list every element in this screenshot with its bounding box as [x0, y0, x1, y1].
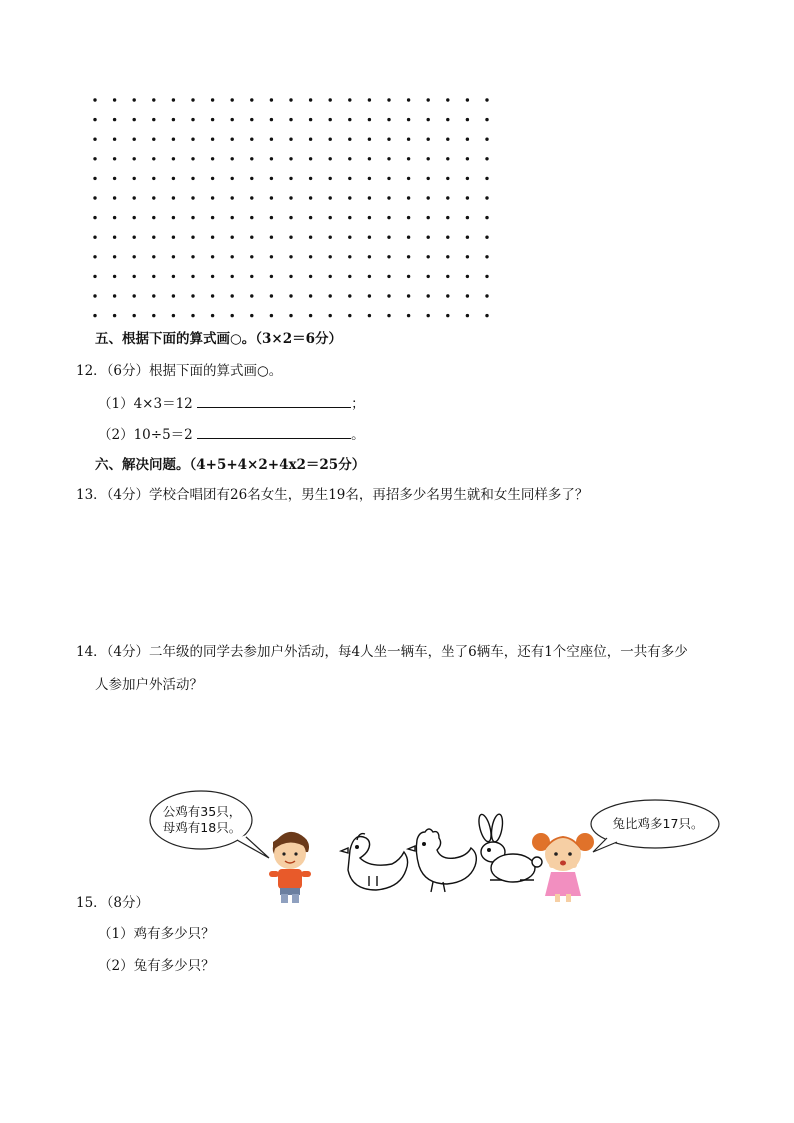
grid-dot [485, 255, 488, 258]
grid-dot [133, 236, 136, 239]
grid-dot [113, 138, 116, 141]
grid-dot [152, 118, 155, 121]
grid-dot [329, 118, 332, 121]
grid-dot [466, 157, 469, 160]
grid-dot [387, 157, 390, 160]
grid-dot [133, 314, 136, 317]
grid-dot [270, 196, 273, 199]
grid-dot [485, 294, 488, 297]
grid-dot [446, 196, 449, 199]
grid-dot [485, 157, 488, 160]
grid-dot [407, 177, 410, 180]
grid-dot [368, 98, 371, 101]
grid-dot [172, 275, 175, 278]
grid-dot [172, 157, 175, 160]
grid-dot [427, 177, 430, 180]
grid-dot [329, 294, 332, 297]
item-1-end: ； [351, 396, 365, 412]
grid-dot [309, 236, 312, 239]
grid-dot [427, 196, 430, 199]
grid-dot [191, 177, 194, 180]
grid-dot [93, 275, 96, 278]
grid-dot [485, 196, 488, 199]
grid-dot [289, 255, 292, 258]
grid-dot [250, 275, 253, 278]
grid-dot [133, 255, 136, 258]
grid-dot [172, 138, 175, 141]
grid-dot [113, 314, 116, 317]
grid-dot [152, 255, 155, 258]
grid-dot [387, 216, 390, 219]
grid-dot [427, 138, 430, 141]
grid-dot [289, 314, 292, 317]
grid-dot [368, 314, 371, 317]
grid-dot [348, 236, 351, 239]
grid-dot [368, 255, 371, 258]
grid-dot [250, 177, 253, 180]
grid-dot [133, 294, 136, 297]
section-6-heading: 六、解决问题。（4+5+4×2+4x2＝25分） [95, 457, 366, 473]
grid-dot [289, 98, 292, 101]
grid-dot [466, 118, 469, 121]
grid-dot [152, 275, 155, 278]
grid-dot [211, 255, 214, 258]
grid-dot [211, 275, 214, 278]
grid-dot [407, 275, 410, 278]
grid-dot [93, 294, 96, 297]
grid-dot [250, 216, 253, 219]
grid-dot [309, 138, 312, 141]
grid-dot [466, 216, 469, 219]
grid-dot [387, 196, 390, 199]
grid-dot [446, 236, 449, 239]
grid-dot [93, 98, 96, 101]
bubble-left-line-1: 公鸡有35只， [162, 804, 242, 819]
grid-dot [231, 118, 234, 121]
grid-dot [485, 177, 488, 180]
grid-dot [368, 236, 371, 239]
grid-dot [172, 118, 175, 121]
grid-dot [172, 294, 175, 297]
grid-dot [427, 294, 430, 297]
grid-dot [289, 294, 292, 297]
grid-dot [113, 177, 116, 180]
grid-dot [270, 275, 273, 278]
bubble-left-text [152, 804, 252, 836]
grid-dot [329, 314, 332, 317]
grid-dot [172, 98, 175, 101]
grid-dot [348, 216, 351, 219]
dot-grid [85, 90, 495, 322]
rooster-icon [408, 829, 476, 892]
rabbit-icon [477, 813, 542, 882]
bubble-left-line-2: 母鸡有18只。 [162, 820, 242, 835]
grid-dot [289, 177, 292, 180]
grid-dot [133, 118, 136, 121]
grid-dot [133, 138, 136, 141]
grid-dot [427, 216, 430, 219]
grid-dot [407, 236, 410, 239]
grid-dot [387, 177, 390, 180]
grid-dot [152, 196, 155, 199]
question-15-stem: 15．（8分） [76, 895, 150, 911]
grid-dot [309, 177, 312, 180]
bubble-right-text: 兔比鸡多17只。 [612, 816, 704, 831]
grid-dot [250, 138, 253, 141]
grid-dot [133, 275, 136, 278]
grid-dot [427, 118, 430, 121]
grid-dot [191, 196, 194, 199]
grid-dot [231, 177, 234, 180]
grid-dot [466, 314, 469, 317]
grid-dot [172, 196, 175, 199]
grid-dot [250, 98, 253, 101]
grid-dot [270, 255, 273, 258]
grid-dot [270, 294, 273, 297]
grid-dot [270, 314, 273, 317]
grid-dot [152, 236, 155, 239]
grid-dot [191, 157, 194, 160]
answer-blank-1[interactable] [197, 394, 351, 408]
grid-dot [289, 236, 292, 239]
grid-dot [348, 138, 351, 141]
grid-dot [466, 196, 469, 199]
item-2-label: （2）10÷5＝2 [98, 427, 193, 443]
grid-dot [113, 236, 116, 239]
grid-dot [387, 98, 390, 101]
grid-dot [466, 98, 469, 101]
grid-dot [387, 314, 390, 317]
grid-dot [250, 236, 253, 239]
grid-dot [309, 157, 312, 160]
grid-dot [289, 275, 292, 278]
grid-dot [231, 216, 234, 219]
grid-dot [485, 275, 488, 278]
grid-dot [427, 255, 430, 258]
grid-dot [446, 216, 449, 219]
grid-dot [485, 236, 488, 239]
grid-dot [329, 177, 332, 180]
grid-dot [407, 216, 410, 219]
grid-dot [231, 294, 234, 297]
grid-dot [211, 157, 214, 160]
grid-dot [466, 177, 469, 180]
question-14-line-2: 人参加户外活动？ [95, 677, 203, 693]
grid-dot [446, 255, 449, 258]
girl-icon [532, 833, 594, 902]
grid-dot [270, 177, 273, 180]
grid-dot [191, 275, 194, 278]
grid-dot [93, 157, 96, 160]
grid-dot [329, 157, 332, 160]
grid-dot [250, 255, 253, 258]
grid-dot [329, 98, 332, 101]
grid-dot [309, 275, 312, 278]
question-14-line-1: 14．（4分）二年级的同学去参加户外活动，每4人坐一辆车，坐了6辆车，还有1个空座位，一共有多少 [76, 644, 688, 660]
grid-dot [485, 216, 488, 219]
grid-dot [348, 255, 351, 258]
grid-dot [427, 236, 430, 239]
grid-dot [407, 294, 410, 297]
grid-dot [113, 118, 116, 121]
grid-dot [309, 255, 312, 258]
grid-dot [231, 138, 234, 141]
section-5-heading: 五、根据下面的算式画○。（3×2＝6分） [95, 331, 343, 347]
grid-dot [113, 275, 116, 278]
grid-dot [387, 275, 390, 278]
grid-dot [270, 98, 273, 101]
grid-dot [93, 236, 96, 239]
grid-dot [446, 177, 449, 180]
grid-dot [348, 275, 351, 278]
grid-dot [407, 314, 410, 317]
grid-dot [250, 157, 253, 160]
grid-dot [485, 98, 488, 101]
grid-dot [152, 98, 155, 101]
question-12-item-1 [98, 394, 365, 413]
grid-dot [309, 98, 312, 101]
grid-dot [250, 294, 253, 297]
grid-dot [466, 255, 469, 258]
grid-dot [368, 157, 371, 160]
grid-dot [368, 177, 371, 180]
grid-dot [466, 294, 469, 297]
grid-dot [270, 118, 273, 121]
grid-dot [348, 294, 351, 297]
grid-dot [113, 157, 116, 160]
grid-dot [485, 118, 488, 121]
grid-dot [309, 216, 312, 219]
grid-dot [329, 275, 332, 278]
grid-dot [93, 314, 96, 317]
grid-dot [113, 255, 116, 258]
grid-dot [231, 255, 234, 258]
grid-dot [368, 196, 371, 199]
grid-dot [329, 236, 332, 239]
item-2-end: 。 [351, 427, 365, 443]
grid-dot [446, 138, 449, 141]
grid-dot [387, 236, 390, 239]
grid-dot [485, 138, 488, 141]
grid-dot [231, 98, 234, 101]
grid-dot [270, 216, 273, 219]
grid-dot [348, 177, 351, 180]
grid-dot [407, 98, 410, 101]
grid-dot [329, 196, 332, 199]
grid-dot [172, 236, 175, 239]
grid-dot [113, 98, 116, 101]
grid-dot [446, 275, 449, 278]
question-13-text: 13．（4分）学校合唱团有26名女生，男生19名，再招多少名男生就和女生同样多了？ [76, 487, 589, 503]
grid-dot [191, 255, 194, 258]
grid-dot [133, 157, 136, 160]
grid-dot [231, 314, 234, 317]
grid-dot [387, 255, 390, 258]
chicken-icon [341, 834, 408, 890]
grid-dot [289, 196, 292, 199]
item-1-label: （1）4×3＝12 [98, 396, 193, 412]
grid-dot [152, 157, 155, 160]
grid-dot [309, 196, 312, 199]
grid-dot [485, 314, 488, 317]
grid-dot [231, 275, 234, 278]
grid-dot [191, 216, 194, 219]
grid-dot [427, 314, 430, 317]
grid-dot [329, 216, 332, 219]
grid-dot [93, 177, 96, 180]
grid-dot [289, 157, 292, 160]
grid-dot [211, 138, 214, 141]
grid-dot [133, 216, 136, 219]
grid-dot [329, 255, 332, 258]
grid-dot [152, 177, 155, 180]
grid-dot [250, 314, 253, 317]
question-12-stem: 12．（6分）根据下面的算式画○。 [76, 363, 283, 379]
grid-dot [387, 138, 390, 141]
grid-dot [93, 196, 96, 199]
grid-dot [407, 196, 410, 199]
grid-dot [466, 236, 469, 239]
grid-dot [289, 216, 292, 219]
grid-dot [407, 157, 410, 160]
grid-dot [446, 294, 449, 297]
question-15-sub-2: （2）兔有多少只？ [98, 958, 215, 974]
grid-dot [191, 314, 194, 317]
grid-dot [348, 196, 351, 199]
grid-dot [270, 157, 273, 160]
grid-dot [466, 275, 469, 278]
grid-dot [427, 157, 430, 160]
grid-dot [309, 118, 312, 121]
grid-dot [387, 118, 390, 121]
question-15-sub-1: （1）鸡有多少只？ [98, 926, 215, 942]
boy-icon [269, 832, 311, 903]
grid-dot [113, 294, 116, 297]
grid-dot [270, 236, 273, 239]
grid-dot [446, 157, 449, 160]
grid-dot [231, 196, 234, 199]
grid-dot [387, 294, 390, 297]
grid-dot [133, 98, 136, 101]
grid-dot [133, 196, 136, 199]
grid-dot [93, 118, 96, 121]
grid-dot [191, 138, 194, 141]
grid-dot [368, 294, 371, 297]
grid-dot [211, 98, 214, 101]
grid-dot [348, 118, 351, 121]
grid-dot [427, 275, 430, 278]
grid-dot [329, 138, 332, 141]
grid-dot [172, 255, 175, 258]
grid-dot [211, 177, 214, 180]
grid-dot [133, 177, 136, 180]
grid-dot [289, 118, 292, 121]
grid-dot [211, 196, 214, 199]
grid-dot [113, 216, 116, 219]
grid-dot [368, 118, 371, 121]
grid-dot [93, 138, 96, 141]
grid-dot [191, 98, 194, 101]
grid-dot [270, 138, 273, 141]
grid-dot [191, 118, 194, 121]
grid-dot [309, 314, 312, 317]
grid-dot [152, 314, 155, 317]
grid-dot [231, 157, 234, 160]
grid-dot [407, 255, 410, 258]
grid-dot [427, 98, 430, 101]
grid-dot [152, 138, 155, 141]
grid-dot [466, 138, 469, 141]
grid-dot [93, 255, 96, 258]
grid-dot [407, 138, 410, 141]
grid-dot [211, 236, 214, 239]
grid-dot [446, 118, 449, 121]
grid-dot [348, 157, 351, 160]
grid-dot [348, 314, 351, 317]
grid-dot [172, 314, 175, 317]
grid-dot [368, 275, 371, 278]
grid-dot [289, 138, 292, 141]
answer-blank-2[interactable] [197, 425, 351, 439]
grid-dot [446, 98, 449, 101]
grid-dot [191, 236, 194, 239]
grid-dot [211, 294, 214, 297]
grid-dot [113, 196, 116, 199]
grid-dot [446, 314, 449, 317]
grid-dot [250, 118, 253, 121]
grid-dot [407, 118, 410, 121]
grid-dot [191, 294, 194, 297]
grid-dot [172, 216, 175, 219]
grid-dot [211, 314, 214, 317]
grid-dot [309, 294, 312, 297]
grid-dot [211, 118, 214, 121]
grid-dot [93, 216, 96, 219]
grid-dot [250, 196, 253, 199]
grid-dot [152, 216, 155, 219]
grid-dot [368, 138, 371, 141]
grid-dot [211, 216, 214, 219]
grid-dot [152, 294, 155, 297]
grid-dot [348, 98, 351, 101]
grid-dot [172, 177, 175, 180]
question-12-item-2 [98, 425, 365, 444]
grid-dot [368, 216, 371, 219]
grid-dot [231, 236, 234, 239]
